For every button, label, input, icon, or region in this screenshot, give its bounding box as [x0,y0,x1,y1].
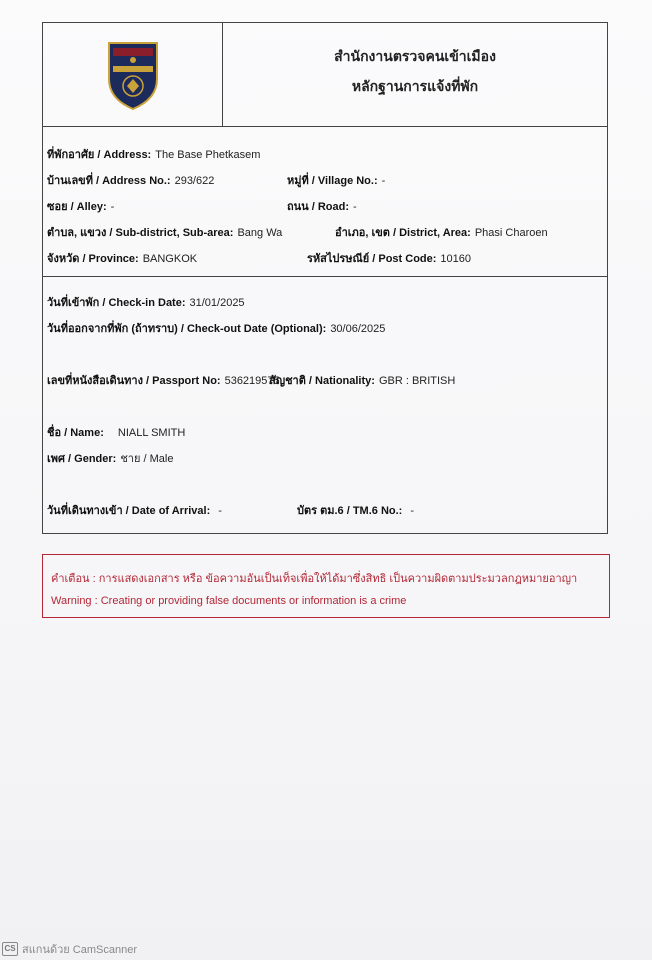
village-value: - [381,175,386,187]
district-row [335,223,548,241]
camscanner-icon: CS [2,942,18,956]
road-label: ถนน / Road: [287,201,350,213]
passport-row [47,371,280,389]
alley-label: ซอย / Alley: [47,201,107,213]
subdistrict-label: ตำบล, แขวง / Sub-district, Sub-area: [47,227,234,239]
checkin-value: 31/01/2025 [189,297,245,309]
title-area [223,23,607,127]
person-section [43,277,607,535]
name-value: NIALL SMITH [117,427,186,439]
name-label: ชื่อ / Name: [47,427,104,439]
name-row [47,423,185,441]
arrival-value: - [218,505,222,517]
postcode-value: 10160 [440,253,472,265]
district-value: Phasi Charoen [474,227,548,239]
form-header [43,23,607,127]
document-title: หลักฐานการแจ้งที่พัก [351,78,479,94]
camscanner-footer [2,940,137,958]
arrival-label: วันที่เดินทางเข้า / Date of Arrival: [47,505,211,517]
postcode-row [307,249,471,267]
checkin-label: วันที่เข้าพัก / Check-in Date: [47,297,186,309]
warning-thai-text: คำเตือน : การแสดงเอกสาร หรือ ข้อความอันเป็นเท็จเพื่อให้ได้มาซึ่งสิทธิ เป็นความผิดตามประมวลกฎหมายอาญา [51,573,578,585]
address-label: ที่พักอาศัย / Address: [47,149,152,161]
address-no-row [47,171,214,189]
passport-value: 536219575 [224,375,280,387]
checkout-value: 30/06/2025 [330,323,386,335]
district-label: อำเภอ, เขต / District, Area: [335,227,471,239]
nationality-label: สัญชาติ / Nationality: [269,375,375,387]
warning-english-text: Warning : Creating or providing false documents or information is a crime [51,595,407,607]
address-no-value: 293/622 [174,175,215,187]
province-value: BANGKOK [142,253,198,265]
registration-form [42,22,608,534]
checkout-row [47,319,385,337]
address-no-label: บ้านเลขที่ / Address No.: [47,175,171,187]
road-value: - [353,201,357,213]
village-row [287,171,385,189]
address-row [47,145,260,163]
nationality-row [269,371,455,389]
postcode-label: รหัสไปรษณีย์ / Post Code: [307,253,437,265]
village-label: หมู่ที่ / Village No.: [287,175,378,187]
office-title: สำนักงานตรวจคนเข้าเมือง [334,48,496,64]
arrival-row [47,501,222,519]
logo-cell [43,23,223,127]
alley-row [47,197,114,215]
immigration-police-badge-icon [105,39,161,111]
province-row [47,249,197,267]
road-row [287,197,357,215]
gender-row [47,449,173,467]
subdistrict-value: Bang Wa [237,227,283,239]
passport-label: เลขที่หนังสือเดินทาง / Passport No: [47,375,221,387]
nationality-value: GBR : BRITISH [378,375,456,387]
address-value: The Base Phetkasem [155,149,261,161]
address-section [43,127,607,277]
checkin-row [47,293,245,311]
checkout-label: วันที่ออกจากที่พัก (ถ้าทราบ) / Check-out Date (Optional): [47,323,327,335]
gender-label: เพศ / Gender: [47,453,117,465]
warning-box [42,554,610,618]
gender-value: ชาย / Male [120,453,174,465]
tm6-row [297,501,414,519]
tm6-label: บัตร ตม.6 / TM.6 No.: [297,505,403,517]
camscanner-text: สแกนด้วย CamScanner [22,944,138,956]
alley-value: - [110,201,115,213]
province-label: จังหวัด / Province: [47,253,139,265]
tm6-value: - [410,505,414,517]
subdistrict-row [47,223,282,241]
